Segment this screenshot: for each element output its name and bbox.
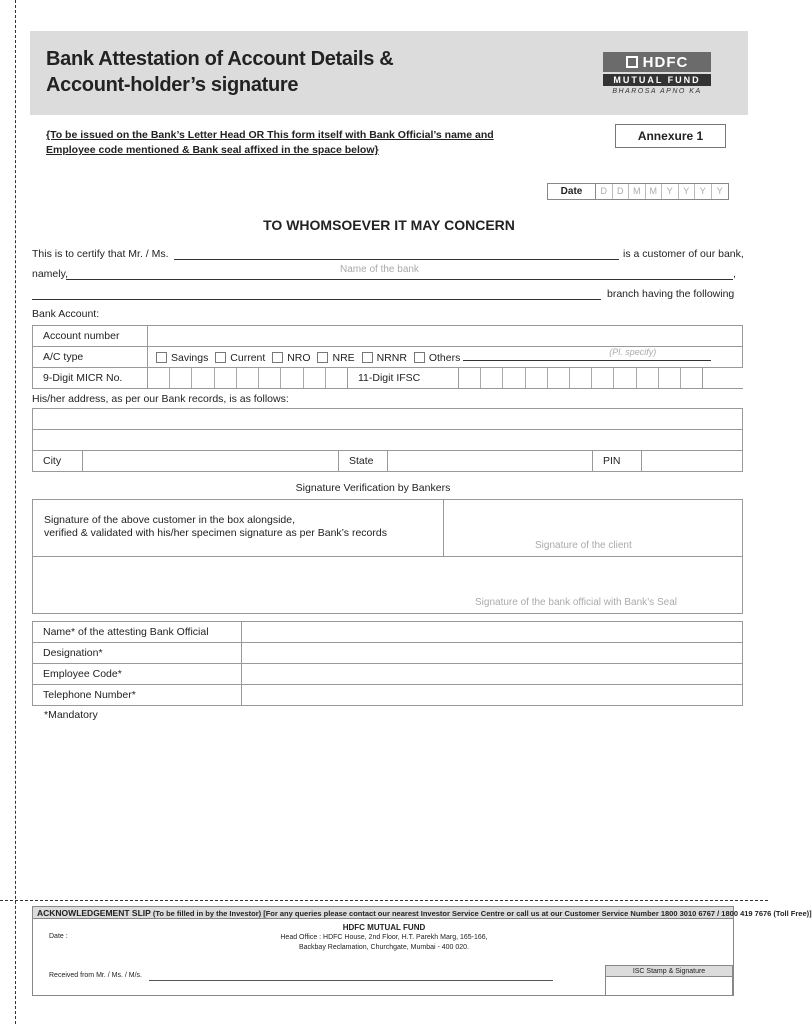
date-label: Date [548,184,596,199]
ac-type-options [148,347,743,368]
ifsc-input[interactable] [459,368,743,389]
signature-heading: Signature Verification by Bankers [295,482,451,494]
mandatory-note: *Mandatory [44,709,98,721]
pin-label: PIN [593,451,642,472]
instructions [46,128,506,158]
client-signature-hint: Signature of the client [535,540,632,551]
date-field[interactable] [547,183,729,200]
branch-text: branch having the following [607,288,735,300]
employee-code-label: Employee Code* [33,664,242,685]
date-cell[interactable]: Y [716,186,723,196]
date-cell[interactable]: D [596,184,613,199]
savings-checkbox[interactable] [156,352,167,363]
signature-description [44,514,387,540]
ack-note: (To be filled in by the Investor) [For any queries please contact our nearest Investor Service Centre or call us at our Customer Service Number 1800 3010 6767 / 1800 419 7676 (Toll Free)] [152,909,812,918]
account-number-input[interactable] [148,326,743,347]
date-cell[interactable]: M [629,184,646,199]
employee-code-input[interactable] [242,664,743,685]
others-checkbox[interactable] [414,352,425,363]
state-label: State [339,451,388,472]
others-specify-line[interactable] [463,346,711,361]
logo-tagline: BHAROSA APNO KA [612,88,702,95]
logo-sub: MUTUAL FUND [603,74,711,86]
logo-house-icon [626,56,638,68]
isc-stamp-label: ISC Stamp & Signature [606,966,732,977]
bank-name-line[interactable] [66,279,733,280]
form-title-line2: Account-holder’s signature [46,74,299,96]
annexure-label: Annexure 1 [615,124,726,148]
current-checkbox[interactable] [215,352,226,363]
nro-label: NRO [287,351,311,364]
savings-label: Savings [171,351,209,364]
isc-stamp-box[interactable] [605,965,733,996]
instruction-line2: Employee code mentioned & Bank seal affixed in the space below} [46,144,379,156]
bank-name-hint: Name of the bank [340,264,419,275]
city-label: City [33,451,83,472]
date-cell[interactable]: D [613,184,630,199]
signature-desc-line2: verified & validated with his/her specimen signature as per Bank’s records [44,527,387,539]
namely-label: namely, [32,268,68,280]
telephone-label: Telephone Number* [33,685,242,706]
micr-label: 9-Digit MICR No. [33,368,148,389]
instruction-line1: {To be issued on the Bank’s Letter Head OR This form itself with Bank Official’s name and [46,129,494,141]
cut-line-horizontal [0,900,768,901]
official-name-input[interactable] [242,622,743,643]
ack-title: ACKNOWLEDGEMENT SLIP [37,908,151,918]
address-intro: His/her address, as per our Bank records, is as follows: [32,393,289,405]
date-cell[interactable]: Y [679,184,696,199]
customer-of-bank-text: is a customer of our bank, [623,248,744,260]
official-table [32,621,743,706]
others-label: Others [428,351,461,364]
designation-input[interactable] [242,643,743,664]
official-signature-hint: Signature of the bank official with Bank’s Seal [475,597,677,608]
date-cell[interactable]: M [646,184,663,199]
hdfc-logo [603,52,711,95]
nrnr-label: NRNR [376,351,407,364]
ack-date-label: Date : [49,933,68,940]
address-table [32,408,743,472]
cut-line-vertical [15,0,16,1024]
ack-header [33,907,812,919]
acknowledgement-slip [32,906,812,996]
signature-desc-line1: Signature of the above customer in the box alongside, [44,514,295,526]
certify-label: This is to certify that Mr. / Ms. [32,248,169,260]
comma-text: , [733,268,736,280]
nrnr-checkbox[interactable] [362,352,373,363]
nre-checkbox[interactable] [317,352,328,363]
ack-address-line1: Head Office : HDFC House, 2nd Floor, H.T. Parekh Marg, 165-166, [280,934,488,941]
account-table [32,325,743,389]
date-cell[interactable]: Y [695,184,712,199]
current-label: Current [230,351,266,364]
customer-name-line[interactable] [174,259,619,260]
date-cell[interactable]: Y [662,184,679,199]
state-input[interactable] [388,451,593,472]
telephone-input[interactable] [242,685,743,706]
address-line1-input[interactable] [33,409,743,430]
logo-brand: HDFC [642,53,689,71]
micr-input[interactable] [148,368,348,389]
account-number-label: Account number [33,326,148,347]
bank-account-label: Bank Account: [32,308,100,320]
ack-received-line[interactable] [149,980,553,981]
concern-heading: TO WHOMSOEVER IT MAY CONCERN [263,217,515,233]
nre-label: NRE [332,351,355,364]
branch-line[interactable] [32,299,601,300]
form-title [46,46,466,98]
pin-input[interactable] [642,451,743,472]
form-title-line1: Bank Attestation of Account Details & [46,48,394,70]
ack-address-line2: Backbay Reclamation, Churchgate, Mumbai - 400 020. [298,944,470,951]
city-input[interactable] [83,451,339,472]
address-line2-input[interactable] [33,430,743,451]
official-name-label: Name* of the attesting Bank Official [33,622,242,643]
ac-type-label: A/C type [33,347,148,368]
specify-hint: (Pl. specify) [609,346,657,357]
ack-received-label: Received from Mr. / Ms. / M/s. [49,972,142,979]
ack-company: HDFC MUTUAL FUND [342,923,426,932]
nro-checkbox[interactable] [272,352,283,363]
ifsc-label: 11-Digit IFSC [348,368,459,389]
ack-address [33,933,735,953]
designation-label: Designation* [33,643,242,664]
